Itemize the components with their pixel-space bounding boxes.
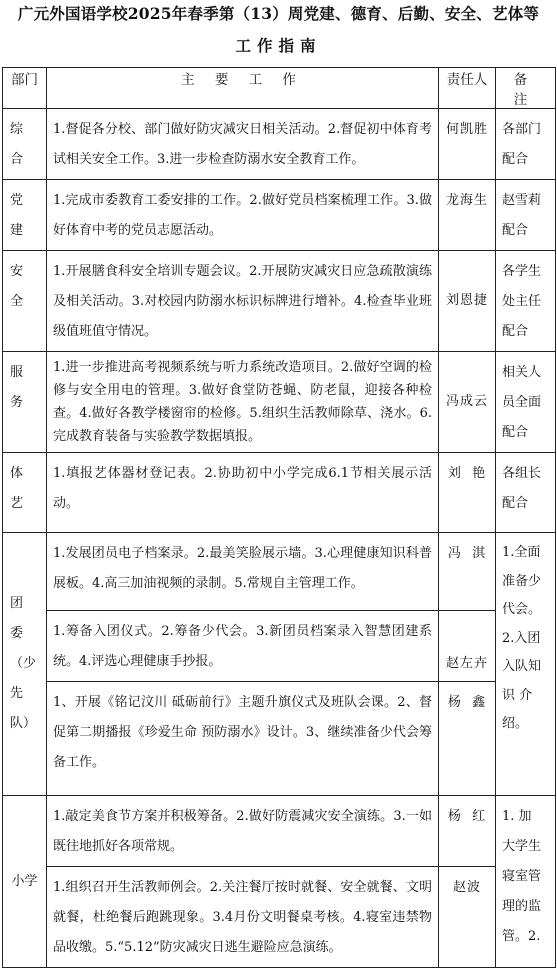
table-row-tuanwei-3 (3, 682, 556, 796)
work-content-cell: 1.敲定美食节方案并积极筹备。2.做好防震减灾安全演练。3.一如既往地抓好各项常规。 (47, 796, 439, 867)
note-cell: 各部门 配合 (496, 109, 556, 180)
responsible-cell: 冯 淇 (439, 533, 496, 611)
table-row-tiyi (3, 453, 556, 533)
responsible-cell: 冯成云 (439, 352, 496, 453)
dept-cell: 综 合 (3, 109, 47, 180)
work-content-cell: 1、开展《铭记汶川 砥砺前行》主题升旗仪式及班队会课。2、督促第二期播报《珍爱生命 预防溺水》设计。3、继续准备少代会筹备工作。 (47, 682, 439, 796)
responsible-cell: 杨 鑫 (439, 682, 496, 796)
responsible-cell: 赵左卉 (439, 611, 496, 682)
dept-cell: 服 务 (3, 352, 47, 453)
table-row-tuanwei-2 (3, 611, 556, 682)
header-responsible: 责任人 (439, 68, 496, 109)
responsible-cell: 龙海生 (439, 180, 496, 251)
responsible-cell: 杨 红 (439, 796, 496, 867)
table-row-zonghe (3, 109, 556, 180)
work-content-cell: 1.完成市委教育工委安排的工作。2.做好党员档案梳理工作。3.做好体育中考的党员志愿活动。 (47, 180, 439, 251)
dept-cell: 体 艺 (3, 453, 47, 533)
responsible-cell: 何凯胜 (439, 109, 496, 180)
responsible-cell: 赵波 (439, 867, 496, 968)
table-row-dangjian (3, 180, 556, 251)
dept-cell: 安 全 (3, 251, 47, 352)
header-main-work: 主 要 工 作 (47, 68, 439, 109)
work-content-cell: 1.发展团员电子档案录。2.最美笑脸展示墙。3.心理健康知识科普展板。4.高三加油视频的录制。5.常规自主管理工作。 (47, 533, 439, 611)
work-content-cell: 1.开展膳食科安全培训专题会议。2.开展防灾减灾日应急疏散演练及相关活动。3.对校园内防溺水标识标牌进行增补。4.检查毕业班级值班值守情况。 (47, 251, 439, 352)
work-content-cell: 1.筹备入团仪式。2.筹备少代会。3.新团员档案录入智慧团建系统。4.评选心理健康手抄报。 (47, 611, 439, 682)
work-content-cell: 1.填报艺体器材登记表。2.协助初中小学完成6.1节相关展示活动。 (47, 453, 439, 533)
work-content-cell: 1.督促各分校、部门做好防灾减灾日相关活动。2.督促初中体育考试相关安全工作。3.进一步检查防溺水安全教育工作。 (47, 109, 439, 180)
work-guide-table (2, 67, 556, 968)
table-row-anquan (3, 251, 556, 352)
responsible-cell: 刘恩捷 (439, 251, 496, 352)
document-subtitle: 工作指南 (235, 36, 322, 55)
note-cell: 赵雪莉 配合 (496, 180, 556, 251)
work-content-cell: 1.进一步推进高考视频系统与听力系统改造项目。2.做好空调的检修与安全用电的管理。3.做好食堂防苍蝇、防老鼠，迎接各种检查。4.做好各教学楼窗帘的检修。5.组织生活教师除草、浇水。6.完成教育装备与实验教学数据填报。 (47, 352, 439, 453)
table-row-xiaoxue-2 (3, 867, 556, 968)
dept-cell: 团 委 （少 先 队） (3, 533, 47, 796)
note-cell: 各学生 处主任 配合 (496, 251, 556, 352)
responsible-cell: 刘 艳 (439, 453, 496, 533)
header-dept: 部门 (3, 68, 47, 109)
document-title: 广元外国语学校2025年春季第（13）周党建、德育、后勤、安全、艺体等 (17, 4, 540, 23)
table-row-fuwu (3, 352, 556, 453)
table-row-tuanwei-1 (3, 533, 556, 611)
dept-cell: 党 建 (3, 180, 47, 251)
table-header-row (3, 68, 556, 109)
work-content-cell: 1.组织召开生活教师例会。2.关注餐厅按时就餐、安全就餐、文明就餐，杜绝餐后跑跳现象。3.4月份文明餐桌考核。4.寝室违禁物品收缴。5.“5.12”防灾减灾日逃生避险应急演练。 (47, 867, 439, 968)
note-cell: 各组长 配合 (496, 453, 556, 533)
dept-cell: 小学 (3, 796, 47, 968)
note-cell: 相关人 员全面 配合 (496, 352, 556, 453)
table-row-xiaoxue-1 (3, 796, 556, 867)
header-note: 备 注 (496, 68, 556, 109)
note-cell: 1. 加 大学生 寝室管 理的监 管。2. (496, 796, 556, 968)
note-cell: 1.全面 准备少 代会。 2.入团 入队知 识 介 绍。 (496, 533, 556, 796)
